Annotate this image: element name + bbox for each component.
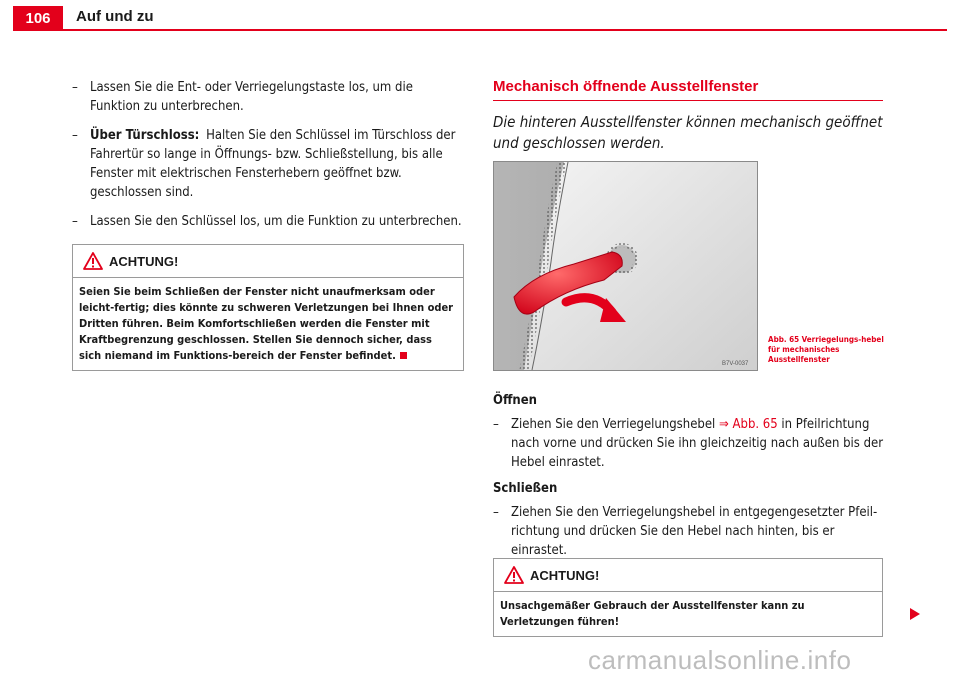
warning-triangle-icon xyxy=(83,252,103,270)
instruction-step xyxy=(493,503,885,560)
warning-title: ACHTUNG! xyxy=(109,253,179,269)
warning-header xyxy=(494,559,882,591)
instruction-step xyxy=(72,212,464,231)
step-dash: – xyxy=(72,80,78,95)
step-dash: – xyxy=(493,505,499,520)
step-dash: – xyxy=(493,417,499,432)
open-section xyxy=(493,391,885,482)
section-rule xyxy=(493,100,883,101)
next-page-arrow-icon[interactable] xyxy=(910,608,920,620)
page-title: Auf und zu xyxy=(76,8,154,25)
close-section xyxy=(493,479,885,570)
step-text-after: in Pfeilrichtung nach vorne und drücken Sie ihn gleichzeitig nach außen bis der Hebel einrastet. xyxy=(511,417,884,470)
warning-triangle-icon xyxy=(504,566,524,584)
warning-body: Unsachgemäßer Gebrauch der Ausstellfenster kann zu Verletzungen führen! xyxy=(500,599,805,628)
figure-code: B7V-0037 xyxy=(722,361,749,367)
instruction-step xyxy=(493,415,885,472)
step-text: Halten Sie den Schlüssel im Türschloss der Fahrertür so lange in Öffnungs- bzw. Schließstellung, bis alle Fenster mit elektrischen Fensterhebern geöffnet bzw. geschlossen sind. xyxy=(90,128,456,200)
step-text: Lassen Sie den Schlüssel los, um die Funktion zu unterbrechen. xyxy=(90,214,462,229)
step-dash: – xyxy=(72,128,78,143)
step-bold-lead: Über Türschloss: xyxy=(90,128,200,143)
open-heading: Öffnen xyxy=(493,393,538,408)
page-header xyxy=(0,0,960,30)
left-column xyxy=(72,78,464,241)
figure-window-lever xyxy=(493,161,758,371)
window-lever-illustration xyxy=(494,162,757,370)
step-dash: – xyxy=(72,214,78,229)
figure-link[interactable]: ⇒ Abb. 65 xyxy=(719,417,778,432)
warning-title: ACHTUNG! xyxy=(530,567,600,583)
warning-box xyxy=(72,244,464,371)
close-heading: Schließen xyxy=(493,481,558,496)
section-title: Mechanisch öffnende Ausstellfenster xyxy=(493,78,759,95)
section-lead: Die hinteren Ausstellfenster können mechanisch geöffnet und geschlossen werden. xyxy=(493,113,883,152)
instruction-step xyxy=(72,126,464,202)
figure-caption: Abb. 65 Verriegelungs-hebel für mechanisches Ausstellfenster xyxy=(768,335,884,364)
header-rule xyxy=(13,29,947,31)
warning-body: Seien Sie beim Schließen der Fenster nicht unaufmerksam oder leicht-fertig; dies könnte zu schweren Verletzungen bei Ihnen oder Dritten führen. Beim Komfortschließen werden die Fenster mit Kraftbegrenzung geschlossen. Stellen Sie dennoch sicher, dass sich niemand im Funktions-bereich der Fenster befindet. xyxy=(79,285,454,362)
warning-box xyxy=(493,558,883,637)
end-of-section-mark xyxy=(400,352,407,359)
step-text: Lassen Sie die Ent- oder Verriegelungstaste los, um die Funktion zu unterbrechen. xyxy=(90,80,413,114)
step-text-before: Ziehen Sie den Verriegelungshebel xyxy=(511,417,716,432)
right-column xyxy=(493,78,883,154)
watermark: carmanualsonline.info xyxy=(588,645,852,675)
step-text: Ziehen Sie den Verriegelungshebel in entgegengesetzter Pfeil-richtung und drücken Sie den Hebel nach hinten, bis er einrastet. xyxy=(511,505,878,558)
warning-text xyxy=(73,278,463,370)
warning-header xyxy=(73,245,463,277)
instruction-step xyxy=(72,78,464,116)
page-number: 106 xyxy=(13,6,63,30)
